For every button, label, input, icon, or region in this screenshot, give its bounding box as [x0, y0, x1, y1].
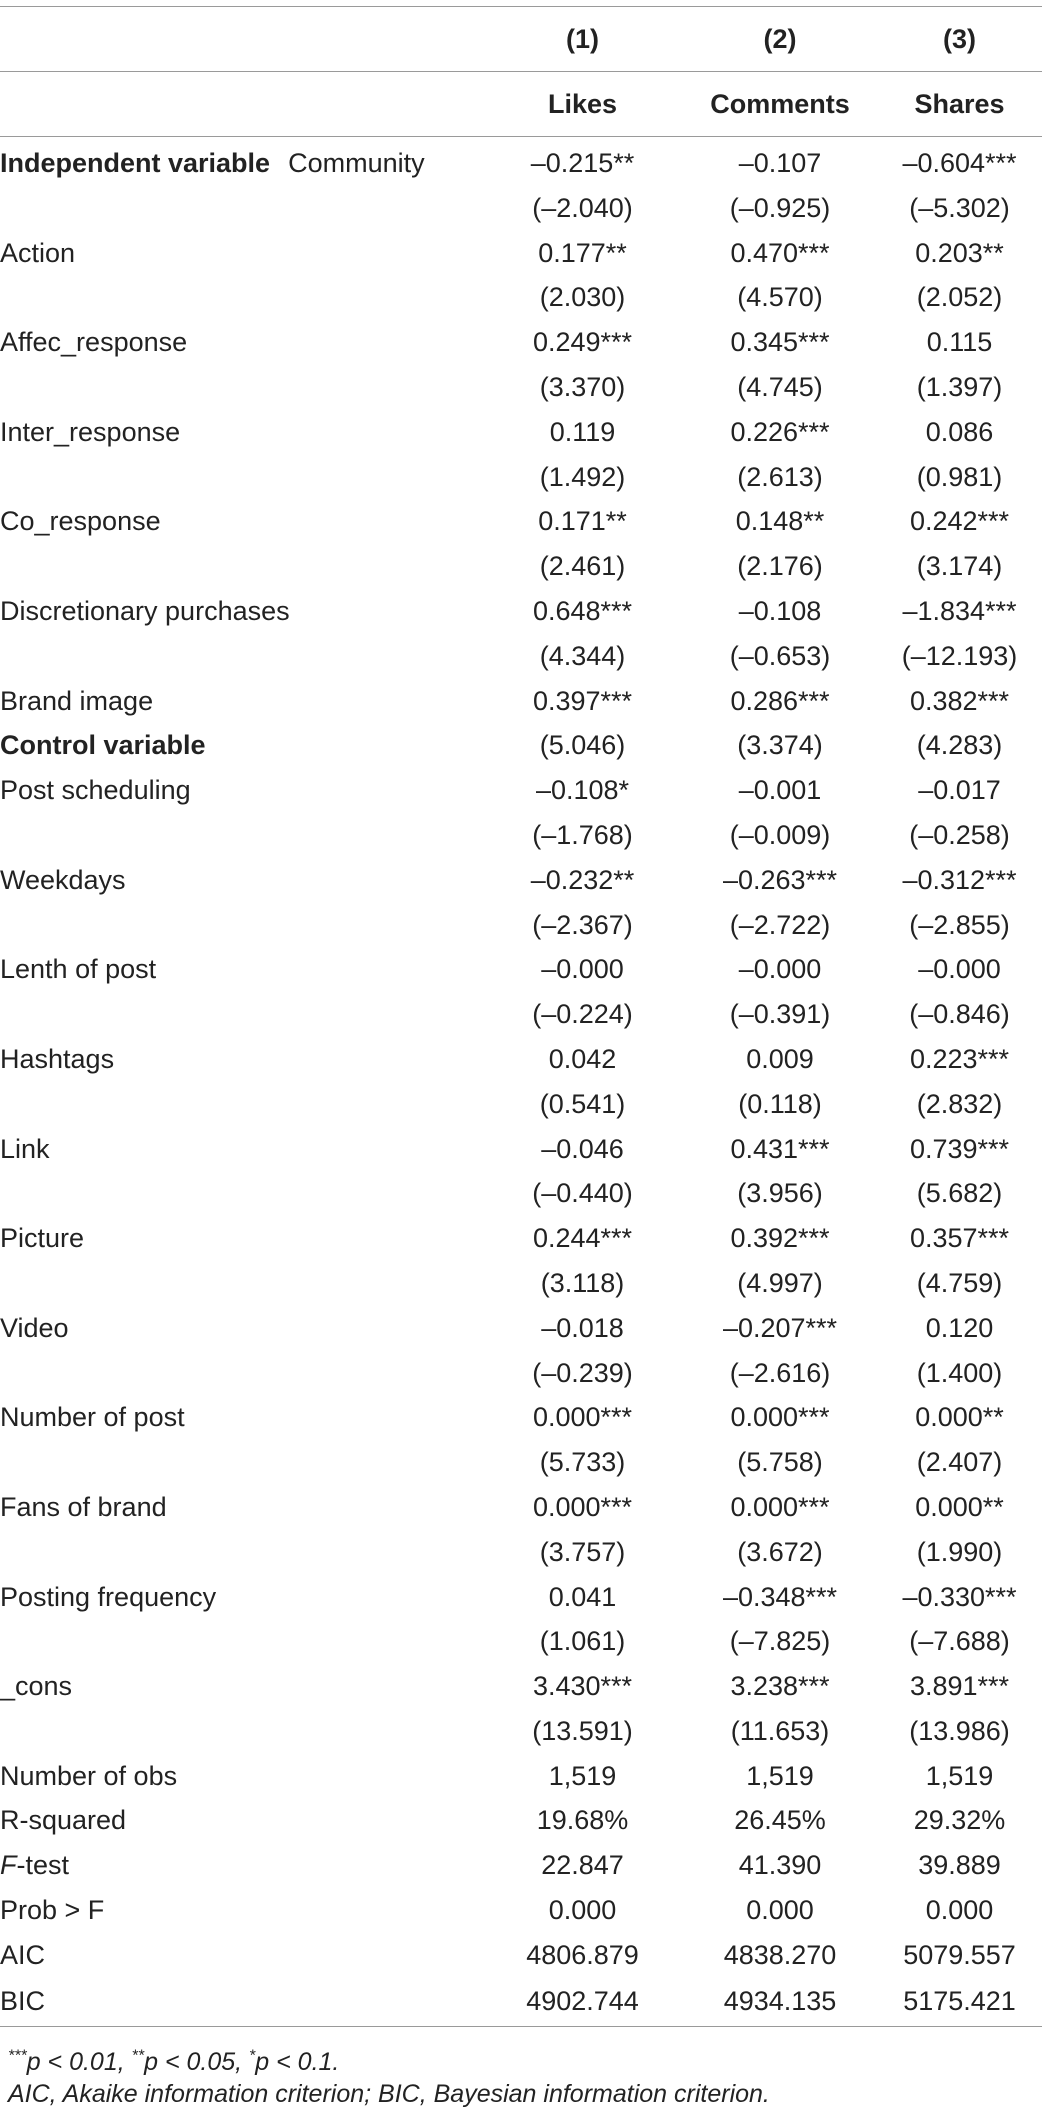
table-row: [0, 992, 1042, 1037]
cell-model-3: (13.986): [909, 1715, 1010, 1746]
cell-model-1: 19.68%: [536, 1805, 629, 1836]
header-likes: Likes: [482, 72, 683, 137]
row-label: [0, 1351, 482, 1396]
cell-model-3: 0.223***: [909, 1043, 1010, 1074]
cell-model-2: 3.238***: [730, 1671, 830, 1702]
cell-model-1: (1.061): [539, 1626, 626, 1657]
cell-model-3: 5175.421: [877, 1978, 1042, 2027]
table-row: [0, 1127, 1042, 1172]
table-row: [0, 858, 1042, 903]
row-label-text: Lenth of post: [0, 954, 157, 985]
table-row: [0, 499, 1042, 544]
cell-model-3: (–7.688): [909, 1626, 1010, 1657]
cell-model-3: (4.283): [916, 730, 1003, 761]
table-row: [0, 1530, 1042, 1575]
cell-model-2: 0.286***: [730, 685, 830, 716]
cell-model-1: (5.733): [539, 1447, 626, 1478]
table-row: [0, 1171, 1042, 1216]
cell-model-2: –0.108: [738, 595, 822, 626]
cell-model-1: (–2.040): [532, 192, 633, 223]
row-label: [0, 858, 482, 903]
cell-model-1: 0.119: [549, 416, 616, 447]
cell-model-3: (0.981): [916, 461, 1003, 492]
cell-model-3: –1.834***: [902, 595, 1017, 626]
row-label-italic: F: [0, 1850, 17, 1881]
row-label: [0, 410, 482, 455]
row-label: [0, 1709, 482, 1754]
cell-model-1: –0.215**: [530, 148, 635, 178]
table-body: [0, 137, 1042, 2027]
row-label-text: Video: [0, 1312, 69, 1343]
cell-model-2: –0.207***: [722, 1312, 838, 1343]
row-label: [0, 1485, 482, 1530]
cell-model-2: (–0.391): [729, 999, 831, 1030]
cell-model-3: 0.000**: [915, 1491, 1004, 1522]
cell-model-1: (3.757): [539, 1536, 626, 1567]
cell-model-3: –0.604***: [902, 148, 1017, 178]
cell-model-1: 0.244***: [532, 1223, 633, 1254]
cell-model-2: 0.226***: [730, 416, 830, 447]
table-row: [0, 1978, 1042, 2027]
row-label: [0, 947, 482, 992]
cell-model-2: (4.570): [737, 282, 823, 313]
row-label: [0, 275, 482, 320]
row-label: [0, 1933, 482, 1978]
cell-model-2: –0.107: [738, 148, 822, 178]
cell-model-1: (13.591): [532, 1715, 633, 1746]
cell-model-3: (–12.193): [901, 640, 1018, 671]
cell-model-3: (–5.302): [909, 192, 1010, 223]
table-row: [0, 589, 1042, 634]
row-label-text: Posting frequency: [0, 1581, 217, 1612]
row-label: [0, 231, 482, 276]
row-label-text: Co_response: [0, 506, 161, 537]
row-label-text: -test: [16, 1850, 70, 1881]
table-row: [0, 1306, 1042, 1351]
cell-model-1: 0.171**: [538, 506, 627, 537]
table-row: [0, 1933, 1042, 1978]
table-row: [0, 1485, 1042, 1530]
cell-model-1: (–2.367): [532, 909, 633, 940]
cell-model-1: 0.042: [548, 1043, 617, 1074]
cell-model-3: (–0.258): [909, 819, 1010, 850]
row-label-text: Picture: [0, 1223, 85, 1254]
row-label: [0, 1530, 482, 1575]
cell-model-2: 0.392***: [730, 1223, 830, 1254]
cell-model-3: (1.990): [916, 1536, 1003, 1567]
cell-model-2: (3.374): [737, 730, 823, 761]
header-blank: [0, 7, 482, 72]
row-label-text: _cons: [0, 1671, 73, 1702]
row-label: [0, 1306, 482, 1351]
row-label: [0, 1843, 482, 1888]
cell-model-1: (5.046): [539, 730, 626, 761]
row-label: [0, 137, 482, 186]
cell-model-2: –0.001: [738, 775, 822, 806]
row-label: [0, 499, 482, 544]
cell-model-3: (1.400): [916, 1357, 1003, 1388]
cell-model-2: 0.148**: [735, 506, 825, 537]
cell-model-1: 4902.744: [482, 1978, 683, 2027]
cell-model-1: (0.541): [539, 1088, 626, 1119]
row-label: [0, 1261, 482, 1306]
row-label-text: Weekdays: [0, 864, 126, 895]
cell-model-3: (2.832): [916, 1088, 1003, 1119]
cell-model-1: (3.118): [540, 1267, 625, 1298]
table-row: [0, 1037, 1042, 1082]
table-row: [0, 365, 1042, 410]
row-label: [0, 365, 482, 410]
cell-model-3: (5.682): [916, 1178, 1003, 1209]
cell-model-2: (5.758): [737, 1447, 823, 1478]
cell-model-3: (3.174): [916, 551, 1003, 582]
table-row: [0, 1888, 1042, 1933]
cell-model-2: –0.263***: [722, 864, 838, 895]
row-label: [0, 1216, 482, 1261]
row-label-text: Discretionary purchases: [0, 595, 290, 626]
cell-model-2: (–2.722): [729, 909, 831, 940]
row-label-text: Control variable: [0, 730, 206, 761]
row-label: [0, 723, 482, 768]
cell-model-3: (–0.846): [909, 999, 1010, 1030]
table-footnotes: [8, 2046, 770, 2110]
row-label-text: AIC: [0, 1939, 46, 1970]
row-label-text: Post scheduling: [0, 775, 191, 806]
row-label: [0, 1619, 482, 1664]
table-row: [0, 679, 1042, 724]
table-row: [0, 1395, 1042, 1440]
table-row: [0, 455, 1042, 500]
table-row: [0, 320, 1042, 365]
cell-model-3: 29.32%: [913, 1805, 1006, 1836]
cell-model-2: 4838.270: [723, 1939, 837, 1970]
cell-model-1: 0.000***: [532, 1491, 633, 1522]
cell-model-3: 39.889: [918, 1850, 1001, 1881]
row-label: [0, 813, 482, 858]
table-row: [0, 1664, 1042, 1709]
header-row-dependent-variables: [0, 72, 1042, 137]
header-model-3: (3): [877, 7, 1042, 72]
table-row: [0, 275, 1042, 320]
row-label: [0, 1575, 482, 1620]
table-row: [0, 1351, 1042, 1396]
cell-model-1: 0.177**: [538, 237, 627, 268]
table-row: [0, 1440, 1042, 1485]
cell-model-3: –0.000: [918, 954, 1001, 985]
cell-model-3: 0.115: [926, 327, 993, 358]
header-row-model-numbers: [0, 7, 1042, 72]
cell-model-2: 0.470***: [730, 237, 830, 268]
header-model-2: (2): [683, 7, 877, 72]
cell-model-1: 0.000: [548, 1895, 617, 1926]
table-row: [0, 947, 1042, 992]
cell-model-1: 0.041: [548, 1581, 617, 1612]
row-label-text: Prob > F: [0, 1895, 105, 1926]
cell-model-1: 1,519: [548, 1760, 617, 1791]
table-row: [0, 1575, 1042, 1620]
table-row: [0, 1709, 1042, 1754]
cell-model-2: –0.000: [738, 954, 822, 985]
row-label: [0, 1395, 482, 1440]
row-label: [0, 186, 482, 231]
cell-model-3: 3.891***: [909, 1671, 1010, 1702]
cell-model-1: 0.648***: [532, 595, 633, 626]
table-row: [0, 813, 1042, 858]
row-label-text: BIC: [0, 1986, 46, 2017]
cell-model-1: –0.046: [541, 1133, 624, 1164]
row-label: [0, 1082, 482, 1127]
cell-model-1: (2.030): [539, 282, 626, 313]
row-label: [0, 1754, 482, 1799]
row-label: [0, 634, 482, 679]
cell-model-3: 0.242***: [909, 506, 1010, 537]
cell-model-3: 1,519: [925, 1760, 994, 1791]
cell-model-2: (4.997): [737, 1267, 823, 1298]
cell-model-2: 0.009: [746, 1043, 814, 1074]
cell-model-3: 0.357***: [909, 1223, 1010, 1254]
cell-model-1: 0.000***: [532, 1402, 633, 1433]
row-label: [0, 1798, 482, 1843]
table-row: [0, 231, 1042, 276]
row-label: [0, 1440, 482, 1485]
section-heading-independent: Independent variable: [0, 148, 271, 178]
cell-model-1: (1.492): [539, 461, 626, 492]
row-label: [0, 679, 482, 724]
cell-model-3: (1.397): [916, 371, 1003, 402]
cell-model-1: 22.847: [541, 1850, 624, 1881]
cell-model-2: (–0.009): [729, 819, 831, 850]
cell-model-3: (2.407): [916, 1447, 1003, 1478]
row-label: [0, 1127, 482, 1172]
cell-model-1: –0.232**: [530, 864, 635, 895]
row-label: [0, 1888, 482, 1933]
cell-model-2: 0.000: [746, 1895, 814, 1926]
row-label: [0, 1978, 482, 2027]
cell-model-3: 0.120: [925, 1312, 994, 1343]
cell-model-3: –0.312***: [902, 864, 1017, 895]
cell-model-3: –0.017: [918, 775, 1001, 806]
row-label-text: Number of post: [0, 1402, 185, 1433]
row-label: [0, 1171, 482, 1216]
cell-model-3: 5079.557: [903, 1939, 1016, 1970]
row-label: [0, 992, 482, 1037]
cell-model-1: (–0.440): [532, 1178, 633, 1209]
table-row: [0, 1798, 1042, 1843]
cell-model-2: 0.431***: [730, 1133, 830, 1164]
header-comments: Comments: [683, 72, 877, 137]
cell-model-2: 0.345***: [730, 327, 830, 358]
row-label-text: Inter_response: [0, 416, 181, 447]
abbreviation-note: AIC, Akaike information criterion; BIC, Bayesian information criterion.: [8, 2080, 770, 2108]
significance-note: ***p < 0.01, **p < 0.05, *p < 0.1.: [8, 2047, 340, 2076]
cell-model-2: 4934.135: [683, 1978, 877, 2027]
cell-model-2: (–2.616): [729, 1357, 831, 1388]
row-label: [0, 455, 482, 500]
table-row: [0, 1619, 1042, 1664]
cell-model-3: 0.000: [925, 1895, 994, 1926]
cell-model-2: (2.176): [737, 551, 823, 582]
table-row: [0, 903, 1042, 948]
table-row: [0, 1754, 1042, 1799]
row-label: [0, 768, 482, 813]
header-shares: Shares: [877, 72, 1042, 137]
cell-model-1: (4.344): [539, 640, 626, 671]
cell-model-2: –0.348***: [722, 1581, 838, 1612]
row-label-text: Brand image: [0, 685, 154, 716]
cell-model-1: –0.018: [541, 1312, 624, 1343]
cell-model-3: 0.086: [925, 416, 994, 447]
row-label-text: Affec_response: [0, 327, 188, 358]
row-label-text: Number of obs: [0, 1760, 178, 1791]
table-row: [0, 1082, 1042, 1127]
table-row: [0, 1261, 1042, 1306]
cell-model-2: (–0.653): [729, 640, 831, 671]
cell-model-2: (–0.925): [729, 192, 831, 223]
row-label-text: Link: [0, 1133, 50, 1164]
cell-model-2: (4.745): [737, 371, 823, 402]
cell-model-2: (2.613): [737, 461, 823, 492]
table-row: [0, 723, 1042, 768]
cell-model-3: (2.052): [916, 282, 1003, 313]
header-blank: [0, 72, 482, 137]
cell-model-1: (2.461): [539, 551, 626, 582]
cell-model-2: (0.118): [738, 1088, 822, 1119]
row-label: [0, 544, 482, 589]
table-row: [0, 1216, 1042, 1261]
row-label: [0, 1037, 482, 1082]
table-row: [0, 410, 1042, 455]
cell-model-1: (–0.239): [532, 1357, 633, 1388]
cell-model-1: –0.108*: [535, 775, 630, 806]
cell-model-2: 0.000***: [730, 1491, 830, 1522]
cell-model-3: 0.000**: [915, 1402, 1004, 1433]
row-label: [0, 1664, 482, 1709]
row-label: [0, 320, 482, 365]
cell-model-2: (11.653): [730, 1715, 830, 1746]
row-label-text: Action: [0, 237, 76, 268]
table-row: [0, 1843, 1042, 1888]
cell-model-1: 3.430***: [532, 1671, 633, 1702]
row-label-text: Fans of brand: [0, 1491, 167, 1522]
row-label-text: Community: [288, 148, 425, 178]
cell-model-3: 0.739***: [909, 1133, 1010, 1164]
row-label-text: Hashtags: [0, 1043, 115, 1074]
cell-model-2: 0.000***: [730, 1402, 830, 1433]
header-model-1: (1): [482, 7, 683, 72]
regression-table: [0, 6, 1042, 2027]
row-label: [0, 589, 482, 634]
cell-model-2: 41.390: [738, 1850, 822, 1881]
cell-model-1: (–0.224): [532, 999, 633, 1030]
row-label: [0, 903, 482, 948]
cell-model-1: 0.397***: [532, 685, 633, 716]
cell-model-1: (–1.768): [532, 819, 633, 850]
cell-model-2: (–7.825): [729, 1626, 831, 1657]
cell-model-3: (–2.855): [909, 909, 1010, 940]
table-row: [0, 634, 1042, 679]
table-row: [0, 544, 1042, 589]
cell-model-3: 0.382***: [909, 685, 1010, 716]
row-label-text: R-squared: [0, 1805, 127, 1836]
cell-model-3: (4.759): [916, 1267, 1003, 1298]
table-row: [0, 186, 1042, 231]
cell-model-2: (3.956): [737, 1178, 823, 1209]
cell-model-3: 0.203**: [915, 237, 1004, 268]
cell-model-1: (3.370): [539, 371, 626, 402]
cell-model-1: –0.000: [541, 954, 624, 985]
table-row: [0, 137, 1042, 186]
cell-model-3: –0.330***: [902, 1581, 1017, 1612]
cell-model-2: (3.672): [737, 1536, 823, 1567]
cell-model-2: 1,519: [746, 1760, 814, 1791]
cell-model-1: 0.249***: [532, 327, 633, 358]
cell-model-2: 26.45%: [734, 1805, 826, 1836]
cell-model-1: 4806.879: [526, 1939, 639, 1970]
table-row: [0, 768, 1042, 813]
